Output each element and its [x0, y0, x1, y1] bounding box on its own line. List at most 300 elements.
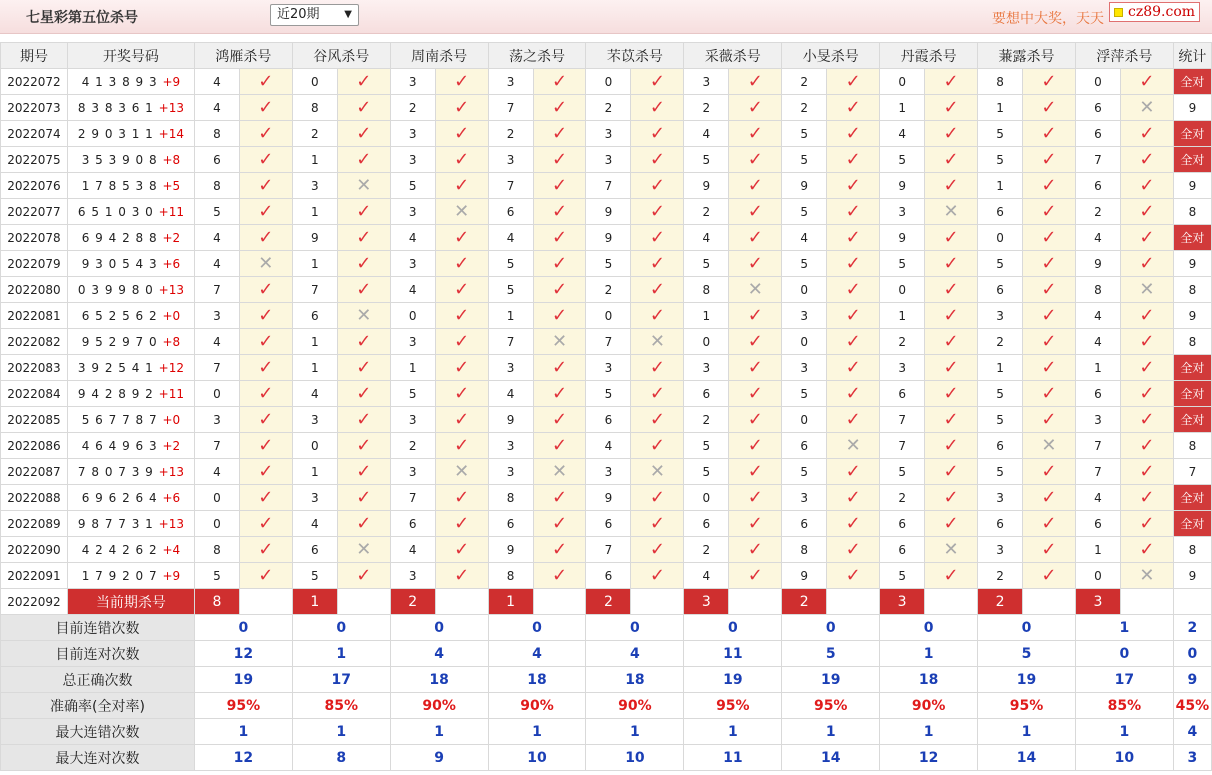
summary-value: 5: [978, 641, 1076, 667]
check-icon: ✓: [649, 70, 665, 92]
result-mark: [533, 69, 586, 95]
summary-value: 14: [782, 745, 880, 771]
check-icon: ✓: [1139, 70, 1155, 92]
check-icon: ✓: [454, 96, 470, 118]
check-icon: ✓: [551, 356, 568, 378]
kill-number: 5: [782, 381, 827, 407]
draw-digits: 2 9 0 3 1 1: [77, 126, 154, 141]
issue-number: 2022084: [1, 381, 68, 407]
summary-value: 18: [586, 667, 684, 693]
kill-number: 6: [978, 433, 1023, 459]
kill-number: 3: [390, 563, 435, 589]
draw-numbers: [67, 537, 194, 563]
kill-number: 5: [684, 459, 729, 485]
kill-number: 8: [194, 537, 239, 563]
result-mark: [827, 381, 880, 407]
check-icon: ✓: [454, 408, 470, 430]
result-mark: [827, 459, 880, 485]
summary-value: 1: [390, 719, 488, 745]
result-mark: [337, 355, 390, 381]
result-mark: [631, 95, 684, 121]
check-icon: ✓: [356, 356, 372, 378]
result-mark: [435, 459, 488, 485]
check-icon: ✓: [845, 200, 861, 222]
kill-number: 3: [586, 355, 631, 381]
draw-plus-number: +0: [162, 308, 181, 323]
check-icon: ✓: [845, 460, 861, 482]
empty-cell: [1173, 589, 1211, 615]
kill-number: 6: [586, 511, 631, 537]
draw-numbers: [67, 95, 194, 121]
check-icon: ✓: [747, 382, 763, 404]
check-icon: ✓: [747, 486, 763, 508]
check-icon: ✓: [845, 70, 861, 92]
check-icon: ✓: [1041, 486, 1057, 508]
kill-number: 4: [390, 537, 435, 563]
summary-value: 0: [782, 615, 880, 641]
kill-number: 4: [586, 433, 631, 459]
row-stat: 8: [1173, 277, 1211, 303]
check-icon: ✓: [747, 96, 763, 118]
header-row: [1, 43, 1212, 69]
summary-value: 90%: [390, 693, 488, 719]
check-icon: ✓: [747, 564, 763, 586]
result-mark: [925, 537, 978, 563]
check-icon: ✓: [258, 408, 274, 430]
table-row: [1, 355, 1212, 381]
check-icon: ✓: [1041, 70, 1057, 92]
kill-number: 8: [1075, 277, 1120, 303]
draw-plus-number: +6: [162, 490, 181, 505]
result-mark: [337, 251, 390, 277]
summary-value: 1: [586, 719, 684, 745]
result-mark: [337, 433, 390, 459]
kill-number: 3: [586, 121, 631, 147]
result-mark: [1023, 459, 1076, 485]
summary-stat: 9: [1173, 667, 1211, 693]
kill-number: 4: [194, 459, 239, 485]
summary-label: 目前连错次数: [1, 615, 195, 641]
kill-number: 9: [488, 537, 533, 563]
summary-value: 1: [292, 641, 390, 667]
kill-number: 8: [292, 95, 337, 121]
result-mark: [435, 433, 488, 459]
check-icon: ✓: [845, 538, 861, 560]
result-mark: [729, 407, 782, 433]
cross-icon: ✕: [454, 460, 470, 482]
draw-numbers: [67, 173, 194, 199]
result-mark: [925, 511, 978, 537]
kill-number: 0: [684, 329, 729, 355]
summary-value: 0: [684, 615, 782, 641]
result-mark: [337, 69, 390, 95]
check-icon: ✓: [1041, 538, 1057, 560]
check-icon: ✓: [258, 434, 274, 456]
kill-number: 5: [194, 199, 239, 225]
check-icon: ✓: [649, 278, 665, 300]
table-row: [1, 563, 1212, 589]
summary-stat: 3: [1173, 745, 1211, 771]
check-icon: ✓: [1041, 408, 1057, 430]
result-mark: [337, 121, 390, 147]
period-select[interactable]: [270, 4, 359, 26]
kill-number: 4: [684, 121, 729, 147]
kill-number: 6: [978, 511, 1023, 537]
result-mark: [827, 147, 880, 173]
check-icon: ✓: [943, 96, 959, 118]
draw-numbers: [67, 277, 194, 303]
result-mark: [925, 225, 978, 251]
kill-number: 9: [488, 407, 533, 433]
result-mark: [631, 537, 684, 563]
summary-value: 1: [782, 719, 880, 745]
draw-plus-number: +12: [158, 360, 184, 375]
draw-digits: 5 6 7 7 8 7: [81, 412, 158, 427]
kill-number: 4: [488, 225, 533, 251]
draw-digits: 4 6 4 9 6 3: [81, 438, 158, 453]
result-mark: [533, 303, 586, 329]
result-mark: [533, 537, 586, 563]
kill-number: 9: [684, 173, 729, 199]
result-mark: [337, 173, 390, 199]
summary-value: 90%: [488, 693, 586, 719]
check-icon: ✓: [1139, 356, 1155, 378]
summary-value: 4: [488, 641, 586, 667]
result-mark: [435, 69, 488, 95]
check-icon: ✓: [356, 434, 372, 456]
column-header-expert: 周南杀号: [390, 43, 488, 69]
check-icon: ✓: [1139, 330, 1155, 352]
result-mark: [239, 225, 292, 251]
result-mark: [1023, 381, 1076, 407]
cross-icon: ✕: [943, 538, 959, 560]
check-icon: ✓: [649, 382, 665, 404]
result-mark: [1023, 173, 1076, 199]
result-mark: [925, 355, 978, 381]
check-icon: ✓: [649, 226, 665, 248]
result-mark: [827, 69, 880, 95]
check-icon: ✓: [747, 408, 763, 430]
result-mark: [239, 537, 292, 563]
kill-number: 3: [292, 485, 337, 511]
check-icon: ✓: [649, 434, 665, 456]
check-icon: ✓: [747, 330, 763, 352]
result-mark: [239, 329, 292, 355]
kill-number: 4: [880, 121, 925, 147]
table-row: [1, 69, 1212, 95]
result-mark: [631, 511, 684, 537]
summary-label: 准确率(全对率): [1, 693, 195, 719]
result-mark: [239, 121, 292, 147]
check-icon: ✓: [943, 382, 959, 404]
check-icon: ✓: [454, 278, 470, 300]
kill-number: 4: [1075, 225, 1120, 251]
kill-number: 0: [586, 69, 631, 95]
kill-number: 6: [586, 563, 631, 589]
summary-value: 0: [586, 615, 684, 641]
result-mark: [1023, 433, 1076, 459]
check-icon: ✓: [454, 226, 470, 248]
check-icon: ✓: [258, 278, 274, 300]
kill-number: 5: [782, 121, 827, 147]
draw-digits: 4 2 4 2 6 2: [81, 542, 158, 557]
check-icon: ✓: [454, 564, 470, 586]
summary-value: 1: [684, 719, 782, 745]
column-header-expert: 荡之杀号: [488, 43, 586, 69]
result-mark: [827, 225, 880, 251]
summary-value: 95%: [684, 693, 782, 719]
result-mark: [1120, 277, 1173, 303]
result-mark: [1120, 147, 1173, 173]
result-mark: [533, 485, 586, 511]
draw-numbers: [67, 563, 194, 589]
kill-number: 7: [586, 537, 631, 563]
check-icon: ✓: [258, 70, 274, 92]
result-mark: [631, 381, 684, 407]
kill-number: 8: [978, 69, 1023, 95]
table-row: [1, 381, 1212, 407]
empty-cell: [1023, 589, 1076, 615]
kill-number: 4: [390, 277, 435, 303]
result-mark: [925, 407, 978, 433]
result-mark: [533, 459, 586, 485]
result-mark: [925, 173, 978, 199]
empty-cell: [729, 589, 782, 615]
result-mark: [239, 277, 292, 303]
kill-number: 9: [880, 225, 925, 251]
kill-number: 4: [194, 95, 239, 121]
draw-plus-number: +4: [162, 542, 181, 557]
draw-digits: 9 3 0 5 4 3: [81, 256, 158, 271]
top-bar: [0, 0, 1212, 34]
table-row: [1, 485, 1212, 511]
result-mark: [925, 199, 978, 225]
draw-plus-number: +13: [158, 464, 184, 479]
check-icon: ✓: [943, 226, 959, 248]
table-row: [1, 173, 1212, 199]
summary-row: [1, 719, 1212, 745]
result-mark: [1120, 355, 1173, 381]
issue-number: 2022075: [1, 147, 68, 173]
issue-number: 2022076: [1, 173, 68, 199]
summary-value: 8: [292, 745, 390, 771]
table-row: [1, 511, 1212, 537]
issue-number: 2022087: [1, 459, 68, 485]
kill-number: 2: [390, 95, 435, 121]
column-header-expert: 浮萍杀号: [1075, 43, 1173, 69]
issue-number: 2022091: [1, 563, 68, 589]
summary-row: [1, 667, 1212, 693]
check-icon: ✓: [1139, 304, 1155, 326]
kill-number: 1: [880, 303, 925, 329]
result-mark: [337, 459, 390, 485]
result-mark: [435, 511, 488, 537]
issue-number: 2022088: [1, 485, 68, 511]
summary-value: 95%: [978, 693, 1076, 719]
result-mark: [1120, 303, 1173, 329]
kill-number: 5: [488, 277, 533, 303]
row-stat: 全对: [1173, 355, 1211, 381]
row-stat: 9: [1173, 95, 1211, 121]
result-mark: [1023, 69, 1076, 95]
kill-number: 0: [390, 303, 435, 329]
kill-number: 0: [880, 277, 925, 303]
check-icon: ✓: [943, 70, 959, 92]
kill-number: 5: [390, 381, 435, 407]
site-logo[interactable]: [1109, 2, 1200, 22]
result-mark: [925, 329, 978, 355]
result-mark: [1120, 121, 1173, 147]
current-kill-label: 当前期杀号: [67, 589, 194, 615]
check-icon: ✓: [454, 512, 470, 534]
result-mark: [827, 355, 880, 381]
check-icon: ✓: [551, 122, 568, 144]
kill-number: 6: [880, 381, 925, 407]
check-icon: ✓: [649, 200, 665, 222]
draw-digits: 4 1 3 8 9 3: [81, 74, 158, 89]
result-mark: [1120, 563, 1173, 589]
result-mark: [533, 95, 586, 121]
kill-number: 7: [488, 329, 533, 355]
result-mark: [533, 199, 586, 225]
row-stat: 全对: [1173, 485, 1211, 511]
current-kill-number: 2: [782, 589, 827, 615]
issue-number: 2022092: [1, 589, 68, 615]
issue-number: 2022090: [1, 537, 68, 563]
result-mark: [435, 251, 488, 277]
check-icon: ✓: [649, 148, 665, 170]
result-mark: [631, 433, 684, 459]
draw-numbers: [67, 69, 194, 95]
result-mark: [631, 459, 684, 485]
issue-number: 2022082: [1, 329, 68, 355]
result-mark: [435, 147, 488, 173]
summary-value: 90%: [586, 693, 684, 719]
check-icon: ✓: [551, 226, 568, 248]
result-mark: [1120, 459, 1173, 485]
draw-plus-number: +13: [158, 282, 184, 297]
result-mark: [925, 433, 978, 459]
kill-number: 3: [488, 433, 533, 459]
draw-numbers: [67, 147, 194, 173]
kill-number: 3: [978, 303, 1023, 329]
summary-stat: 0: [1173, 641, 1211, 667]
summary-row: [1, 641, 1212, 667]
check-icon: ✓: [258, 122, 274, 144]
summary-value: 90%: [880, 693, 978, 719]
result-mark: [1023, 225, 1076, 251]
check-icon: ✓: [258, 304, 274, 326]
current-kill-number: 8: [194, 589, 239, 615]
result-mark: [1023, 147, 1076, 173]
check-icon: ✓: [258, 174, 274, 196]
result-mark: [631, 147, 684, 173]
kill-number: 9: [782, 173, 827, 199]
result-mark: [337, 329, 390, 355]
check-icon: ✓: [1139, 408, 1155, 430]
kill-number: 5: [978, 147, 1023, 173]
result-mark: [925, 563, 978, 589]
check-icon: ✓: [258, 200, 274, 222]
summary-value: 0: [194, 615, 292, 641]
result-mark: [435, 95, 488, 121]
column-header-expert: 蒹露杀号: [978, 43, 1076, 69]
issue-number: 2022086: [1, 433, 68, 459]
kill-number: 6: [1075, 95, 1120, 121]
result-mark: [827, 485, 880, 511]
row-stat: 8: [1173, 199, 1211, 225]
kill-number: 6: [978, 277, 1023, 303]
kill-number: 6: [1075, 511, 1120, 537]
kill-number: 4: [390, 225, 435, 251]
check-icon: ✓: [747, 226, 763, 248]
kill-number: 3: [292, 173, 337, 199]
result-mark: [337, 277, 390, 303]
cross-icon: ✕: [1041, 434, 1057, 456]
draw-plus-number: +9: [162, 568, 181, 583]
table-row: [1, 537, 1212, 563]
kill-number: 6: [684, 381, 729, 407]
kill-number: 2: [880, 329, 925, 355]
kill-number: 3: [782, 303, 827, 329]
kill-number: 3: [390, 121, 435, 147]
current-period-row: [1, 589, 1212, 615]
kill-number: 0: [292, 69, 337, 95]
summary-value: 19: [782, 667, 880, 693]
result-mark: [533, 147, 586, 173]
check-icon: ✓: [454, 538, 470, 560]
kill-number: 0: [880, 69, 925, 95]
check-icon: ✓: [747, 200, 763, 222]
kill-number: 1: [292, 459, 337, 485]
cross-icon: ✕: [356, 304, 372, 326]
cross-icon: ✕: [747, 278, 763, 300]
kill-number: 0: [1075, 69, 1120, 95]
kill-number: 5: [782, 199, 827, 225]
row-stat: 全对: [1173, 69, 1211, 95]
kill-number: 5: [586, 381, 631, 407]
check-icon: ✓: [1139, 512, 1155, 534]
check-icon: ✓: [454, 70, 470, 92]
check-icon: ✓: [649, 304, 665, 326]
result-mark: [827, 329, 880, 355]
check-icon: ✓: [943, 434, 959, 456]
result-mark: [435, 563, 488, 589]
check-icon: ✓: [845, 486, 861, 508]
kill-number: 4: [1075, 329, 1120, 355]
result-mark: [533, 381, 586, 407]
summary-value: 19: [684, 667, 782, 693]
column-header-expert: 谷风杀号: [292, 43, 390, 69]
result-mark: [239, 459, 292, 485]
kill-number: 5: [684, 433, 729, 459]
kill-number: 5: [684, 251, 729, 277]
check-icon: ✓: [454, 252, 470, 274]
table-row: [1, 121, 1212, 147]
result-mark: [827, 199, 880, 225]
summary-value: 0: [292, 615, 390, 641]
cross-icon: ✕: [551, 460, 568, 482]
result-mark: [631, 173, 684, 199]
draw-digits: 6 9 6 2 6 4: [81, 490, 158, 505]
summary-value: 1: [1075, 719, 1173, 745]
kill-number: 9: [586, 485, 631, 511]
row-stat: 9: [1173, 173, 1211, 199]
draw-numbers: [67, 433, 194, 459]
check-icon: ✓: [1139, 174, 1155, 196]
result-mark: [239, 485, 292, 511]
logo-text: cz89.com: [1128, 4, 1196, 20]
